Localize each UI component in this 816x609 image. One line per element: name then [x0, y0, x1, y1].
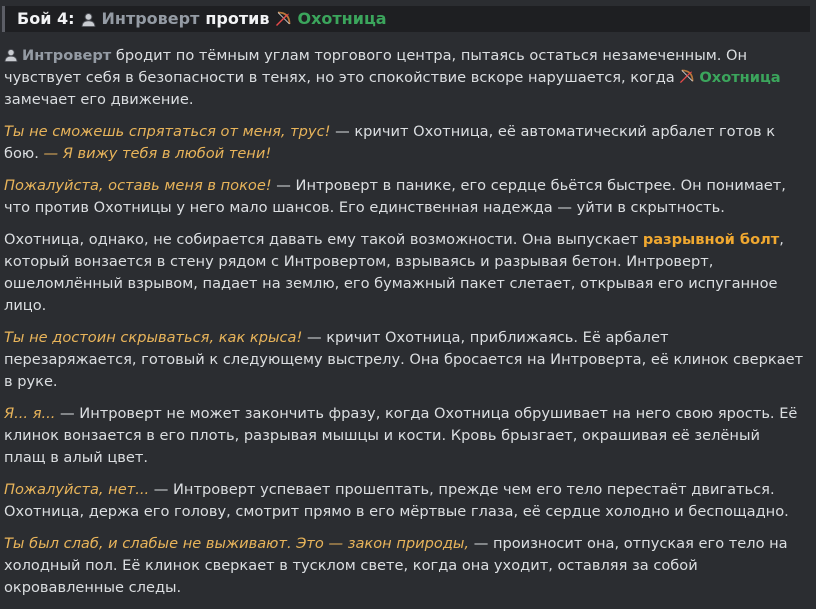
story-paragraph [4, 229, 804, 317]
story-text: бродит по тёмным углам торгового центра, пытаясь остаться незамеченным. Он чувствует себя в безопасности в тенях, но это спокойствие вскоре нарушается, когда [4, 47, 748, 86]
bust-silhouette-icon [81, 12, 96, 27]
ability-name: разрывной болт [642, 231, 780, 248]
story-paragraph [4, 45, 804, 111]
dialogue-quote: Ты не сможешь спрятаться от меня, трус! [4, 123, 331, 140]
dialogue-quote: — Я вижу тебя в любой тени! [43, 145, 272, 162]
story-text: , который вонзается в стену рядом с Интровертом, взрываясь и разрывая бетон. Интроверт, ошеломлённый взрывом, падает на землю, его бумажный пакет слетает, открывая его испуганное лицо. [4, 231, 784, 314]
battle-header [2, 6, 810, 32]
dialogue-quote: Я... я... [4, 405, 56, 422]
story-text: — Интроверт в панике, его сердце бьётся быстрее. Он понимает, что против Охотницы у него мало шансов. Его единственная надежда — уйти в скрытность. [4, 177, 786, 216]
dialogue-quote: Ты не достоин скрываться, как крыса! [4, 329, 303, 346]
story-paragraph [4, 121, 804, 165]
bow-and-arrow-icon [679, 69, 694, 84]
story-text: — Интроверт не может закончить фразу, когда Охотница обрушивает на него свою ярость. Её клинок вонзается в его плоть, разрывая мышцы и кости. Кровь брызгает, окрашивая её зелёный плащ в алый цвет. [4, 405, 798, 466]
story-paragraph [4, 403, 804, 469]
dialogue-quote: Ты был слаб, и слабые не выживают. Это — закон природы, [4, 535, 470, 552]
versus-label: против [205, 9, 270, 28]
bust-silhouette-icon [4, 48, 18, 62]
story-paragraph [4, 327, 804, 393]
battle-number: Бой 4: [17, 9, 75, 28]
story-text: — Интроверт успевает прошептать, прежде чем его тело перестаёт двигаться. Охотница, держа его голову, смотрит прямо в его мёртвые глаза, её сердце холодно и беспощадно. [4, 481, 789, 520]
bow-and-arrow-icon [275, 11, 291, 27]
story-text: — кричит Охотница, приближаясь. Её арбалет перезаряжается, готовый к следующему выстрелу. Она бросается на Интроверта, её клинок сверкает в руке. [4, 329, 804, 390]
dialogue-quote: Пожалуйста, оставь меня в покое! [4, 177, 272, 194]
fighter2-mention: Охотница [699, 69, 781, 86]
fighter1-mention: Интроверт [22, 47, 112, 64]
story-paragraph [4, 533, 804, 599]
fighter2-name: Охотница [297, 9, 387, 28]
dialogue-quote: Пожалуйста, нет... [4, 481, 150, 498]
story-text: — кричит Охотница, её автоматический арбалет готов к бою. [4, 123, 776, 162]
story-text: замечает его движение. [4, 91, 194, 108]
battle-story [4, 45, 804, 609]
story-paragraph [4, 175, 804, 219]
fighter1-name: Интроверт [101, 9, 200, 28]
story-text: Охотница, однако, не собирается давать ему такой возможности. Она выпускает [4, 231, 643, 248]
story-text: — произносит она, отпуская его тело на холодный пол. Её клинок сверкает в тусклом свете, когда она уходит, оставляя за собой окровавленные следы. [4, 535, 788, 596]
story-paragraph [4, 479, 804, 523]
